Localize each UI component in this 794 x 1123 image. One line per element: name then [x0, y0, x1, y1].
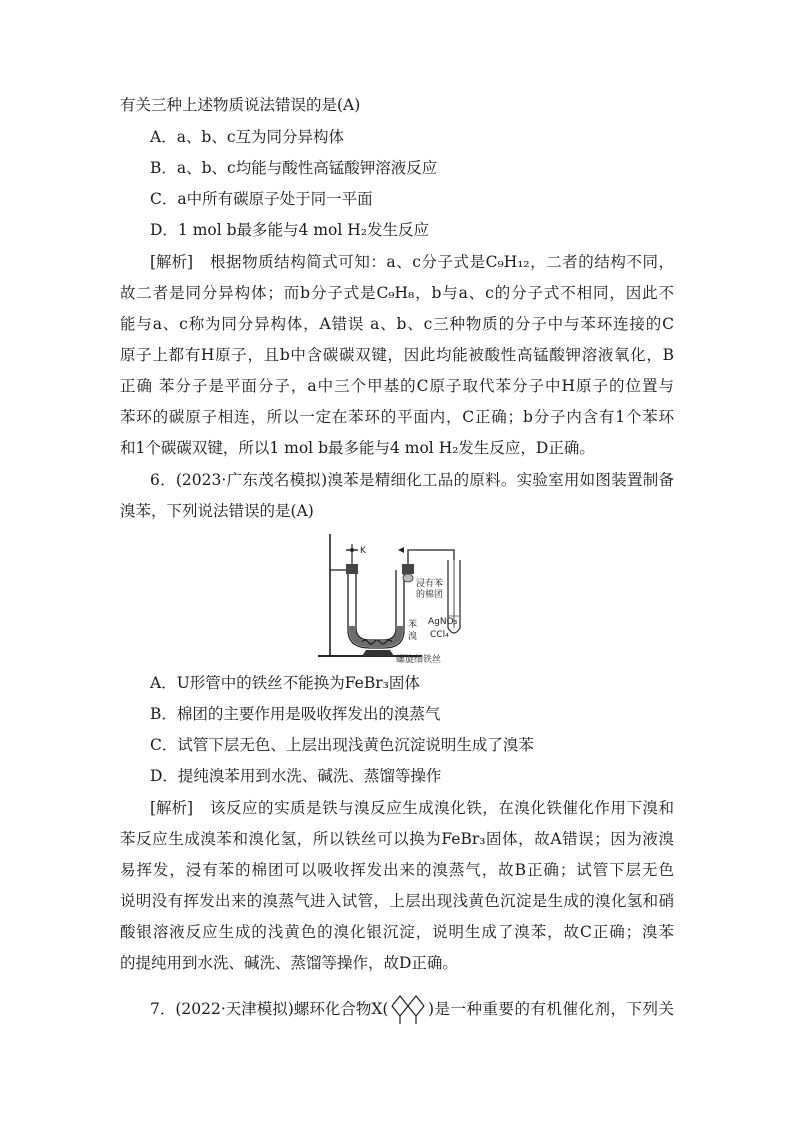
label-solution-2: CCl₄: [430, 630, 449, 640]
q6-analysis-line: 苯反应生成溴苯和溴化氢，所以铁丝可以换为FeBr₃固体，故A错误；因为液溴: [120, 830, 674, 848]
label-bromine: 溴: [408, 632, 418, 642]
label-solution-1: AgNO₃: [428, 617, 458, 627]
q6-analysis-line: 该反应的实质是铁与溴反应生成溴化铁，在溴化铁催化作用下溴和: [210, 799, 674, 817]
q5-stem: 有关三种上述物质说法错误的是(A): [120, 96, 361, 114]
q7-stem-suffix: )是一种重要的有机催化剂，下列关: [428, 1000, 674, 1018]
label-iron: 螺旋细铁丝: [396, 655, 442, 665]
bromobenzene-apparatus-figure: [318, 530, 468, 666]
label-cotton: 浸有苯: [416, 579, 444, 589]
q6-option-b: B．棉团的主要作用是吸收挥发出的溴蒸气: [150, 705, 441, 723]
spiro-compound-structure: [388, 994, 428, 1026]
q5-option-c: C．a中所有碳原子处于同一平面: [150, 190, 373, 208]
q6-stem-line: 溴苯，下列说法错误的是(A): [120, 502, 314, 520]
q5-analysis-line: 苯环的碳原子相连，所以一定在苯环的平面内，C正确；b分子内含有1个苯环: [120, 408, 674, 426]
q5-analysis-tag: [解析]: [150, 253, 194, 271]
q5-option-d: D．1 mol b最多能与4 mol H₂发生反应: [150, 221, 429, 239]
q5-option-a: A．a、b、c互为同分异构体: [150, 128, 345, 146]
q6-option-c: C．试管下层无色、上层出现浅黄色沉淀说明生成了溴苯: [150, 736, 534, 754]
label-cotton-2: 的棉团: [416, 590, 444, 600]
q6-analysis-line: 酸银溶液反应生成的浅黄色的溴化银沉淀，说明生成了溴苯，故C正确；溴苯: [120, 923, 674, 941]
q5-analysis-line: 原子上都有H原子，且b中含碳碳双键，因此均能被酸性高锰酸钾溶液氧化，B: [120, 346, 674, 364]
q6-option-d: D．提纯溴苯用到水洗、碱洗、蒸馏等操作: [150, 767, 442, 785]
label-valve: K: [360, 546, 366, 556]
label-benzene: 苯: [408, 620, 418, 630]
q6-analysis-line: 说明没有挥发出来的溴蒸气进入试管，上层出现浅黄色沉淀是生成的溴化氢和硝: [120, 892, 674, 910]
q5-option-b: B．a、b、c均能与酸性高锰酸钾溶液反应: [150, 159, 438, 177]
q5-analysis-line: 能与a、c称为同分异构体，A错误 a、b、c三种物质的分子中与苯环连接的C: [120, 315, 674, 333]
q5-analysis-line: 正确 苯分子是平面分子，a中三个甲基的C原子取代苯分子中H原子的位置与: [120, 377, 674, 395]
q5-analysis-line: 和1个碳碳双键，所以1 mol b最多能与4 mol H₂发生反应，D正确。: [120, 439, 595, 457]
q6-analysis-line: 的提纯用到水洗、碱洗、蒸馏等操作，故D正确。: [120, 954, 458, 972]
q6-option-a: A．U形管中的铁丝不能换为FeBr₃固体: [150, 674, 420, 692]
q6-analysis-tag: [解析]: [150, 799, 194, 817]
q6-analysis-line: 易挥发，浸有苯的棉团可以吸收挥发出来的溴蒸气，故B正确；试管下层无色: [120, 861, 674, 879]
q5-analysis-line: 根据物质结构简式可知：a、c分子式是C₉H₁₂，二者的结构不同，: [210, 253, 674, 271]
q7-stem-prefix: 7．(2022·天津模拟)螺环化合物X(: [150, 1000, 389, 1018]
q6-stem-line: 6．(2023·广东茂名模拟)溴苯是精细化工品的原料。实验室用如图装置制备: [150, 471, 674, 489]
q5-analysis-line: 故二者是同分异构体；而b分子式是C₉H₈，b与a、c的分子式不相同，因此不: [120, 284, 674, 302]
